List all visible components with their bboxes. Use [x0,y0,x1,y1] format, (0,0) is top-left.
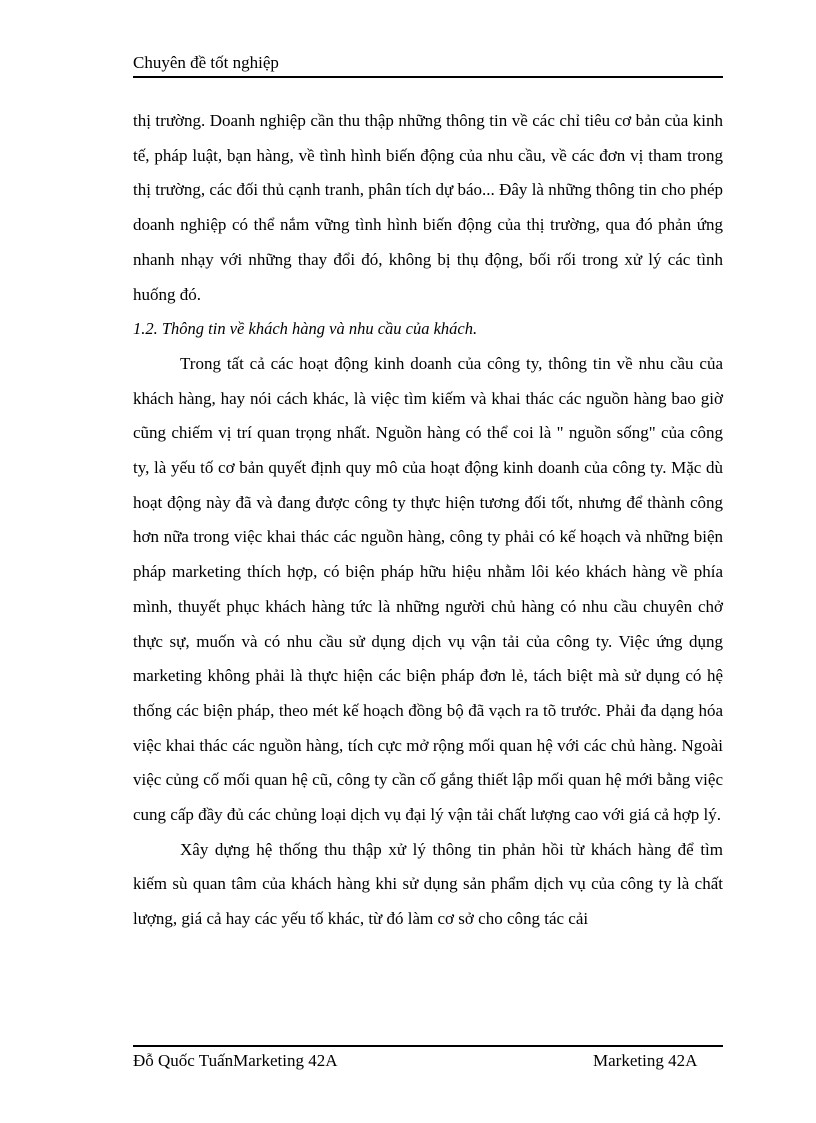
footer-class: Marketing 42A [593,1051,698,1070]
paragraph-customer-info: Trong tất cả các hoạt động kinh doanh của công ty, thông tin về nhu cầu của khách hàng, hay nói cách khác, là việc tìm kiếm và khai thác các nguồn hàng bao giờ cũng chiếm vị trí quan trọng nhất. Nguồn hàng có thể coi là " nguồn sống" của công ty, là yếu tố cơ bản quyết định quy mô của hoạt động kinh doanh của công ty. Mặc dù hoạt động này đã và đang được công ty thực hiện tương đối tốt, nhưng để thành công hơn nữa trong việc khai thác các nguồn hàng, công ty phải có kế hoạch và những biện pháp marketing thích hợp, có biện pháp hữu hiệu nhằm lôi kéo khách hàng về phía mình, thuyết phục khách hàng tức là những người chủ hàng có nhu cầu chuyên chở thực sự, muốn và có nhu cầu sử dụng dịch vụ vận tải của công ty. Việc ứng dụng marketing không phải là thực hiện các biện pháp đơn lẻ, tách biệt mà sử dụng có hệ thống các biện pháp, theo mét kế hoạch đồng bộ đã vạch ra tõ trước. Phải đa dạng hóa việc khai thác các nguồn hàng, tích cực mở rộng mối quan hệ với các chủ hàng. Ngoài việc củng cố mối quan hệ cũ, công ty cần cố gắng thiết lập mối quan hệ mới bằng việc cung cấp đầy đủ các chủng loại dịch vụ đại lý vận tải chất lượng cao với giá cả hợp lý. [133,353,723,825]
footer-author: Đỗ Quốc TuấnMarketing 42A [133,1051,338,1070]
paragraph-feedback-system: Xây dựng hệ thống thu thập xử lý thông tin phản hồi từ khách hàng để tìm kiếm sù quan tâm của khách hàng khi sử dụng sản phẩm dịch vụ của công ty là chất lượng, giá cả hay các yếu tố khác, từ đó làm cơ sở cho công tác cải [133,839,723,929]
page-header: Chuyên đề tốt nghiệp [133,53,279,72]
section-heading: 1.2. Thông tin về khách hàng và nhu cầu của khách. [133,319,478,339]
paragraph-continuation: thị trường. Doanh nghiệp cần thu thập những thông tin về các chỉ tiêu cơ bản của kinh tế, pháp luật, bạn hàng, về tình hình biến động của nhu cầu, về các đơn vị tham trong thị trường, các đối thủ cạnh tranh, phân tích dự báo... Đây là những thông tin cho phép doanh nghiệp có thể nắm vững tình hình biến động của thị trường, qua đó phản ứng nhanh nhạy với những thay đổi đó, không bị thụ động, bối rối trong xử lý các tình huống đó. [133,111,723,304]
header-divider [133,76,723,78]
page-body [133,104,723,937]
footer-divider [133,1045,723,1047]
